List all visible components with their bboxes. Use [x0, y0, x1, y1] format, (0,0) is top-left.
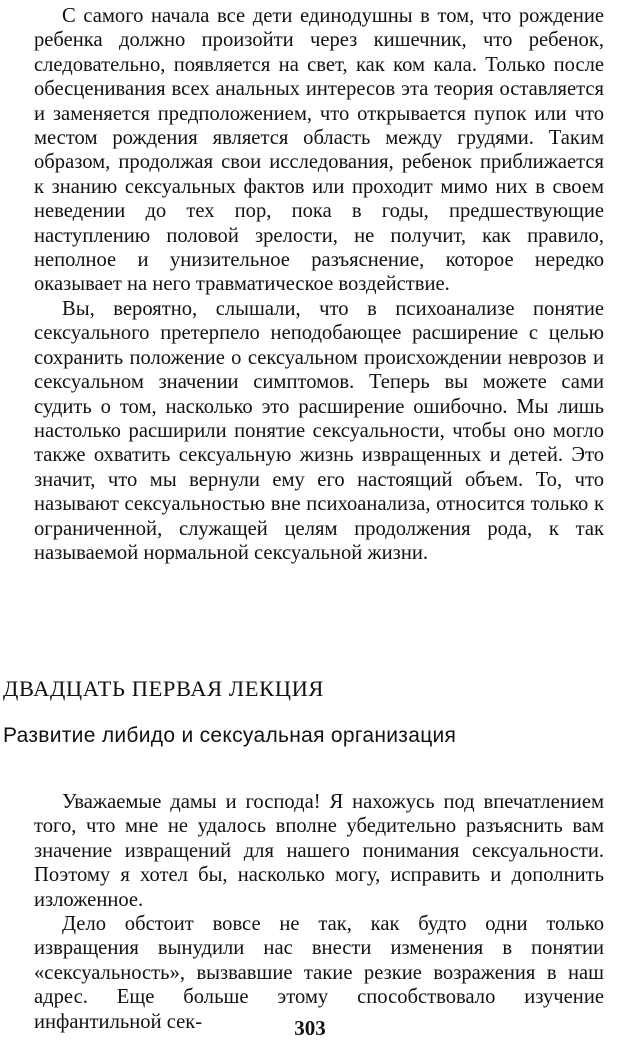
page-number: 303: [294, 1016, 326, 1040]
paragraph: Вы, вероятно, слышали, что в психоанализе понятие сексуального претерпело неподобающее расширение с целью сохранить положение о сексуальном происхождении неврозов и сексуальном значении симптомов. Теперь вы можете сами судить о том, насколько это расширение ошибочно. Мы лишь настолько расширили понятие сексуальности, чтобы оно могло также охватить сексуальную жизнь извращенных и детей. Это значит, что мы вернули ему его настоящий объем. То, что называют сексуальностью вне психоанализа, относится только к ограниченной, служащей целям продолжения рода, к так называемой нормальной сексуальной жизни.: [34, 297, 604, 564]
text-section-top: [34, 4, 604, 565]
paragraph: Дело обстоит вовсе не так, как будто одни только извращения вынудили нас внести изменения в понятии «сексуальность», вызвавшие такие резкие возражения в наш адрес. Еще больше этому способствовало изучение инфантильной сек-: [34, 913, 604, 1033]
text-section-bottom: [34, 790, 604, 1034]
paragraph: С самого начала все дети единодушны в том, что рождение ребенка должно произойти через кишечник, что ребенок, следовательно, появляется на свет, как ком кала. Только после обесценивания всех анальных интересов эта теория оставляется и заменяется предположением, что открывается пупок или что местом рождения является область между грудями. Таким образом, продолжая свои исследования, ребенок приближается к знанию сексуальных фактов или проходит мимо них в своем неведении до тех пор, пока в годы, предшествующие наступлению половой зрелости, не получит, как правило, неполное и унизительное разъяснение, которое нередко оказывает на него травматическое воздействие.: [34, 5, 604, 296]
lecture-title: ДВАДЦАТЬ ПЕРВАЯ ЛЕКЦИЯ: [3, 676, 325, 701]
paragraph: Уважаемые дамы и господа! Я нахожусь под впечатлением того, что мне не удалось вполне убедительно разъяснить вам значение извращений для нашего понимания сексуальности. Поэтому я хотел бы, насколько могу, исправить и дополнить изложенное.: [34, 791, 604, 911]
lecture-subtitle: Развитие либидо и сексуальная организация: [3, 724, 457, 747]
